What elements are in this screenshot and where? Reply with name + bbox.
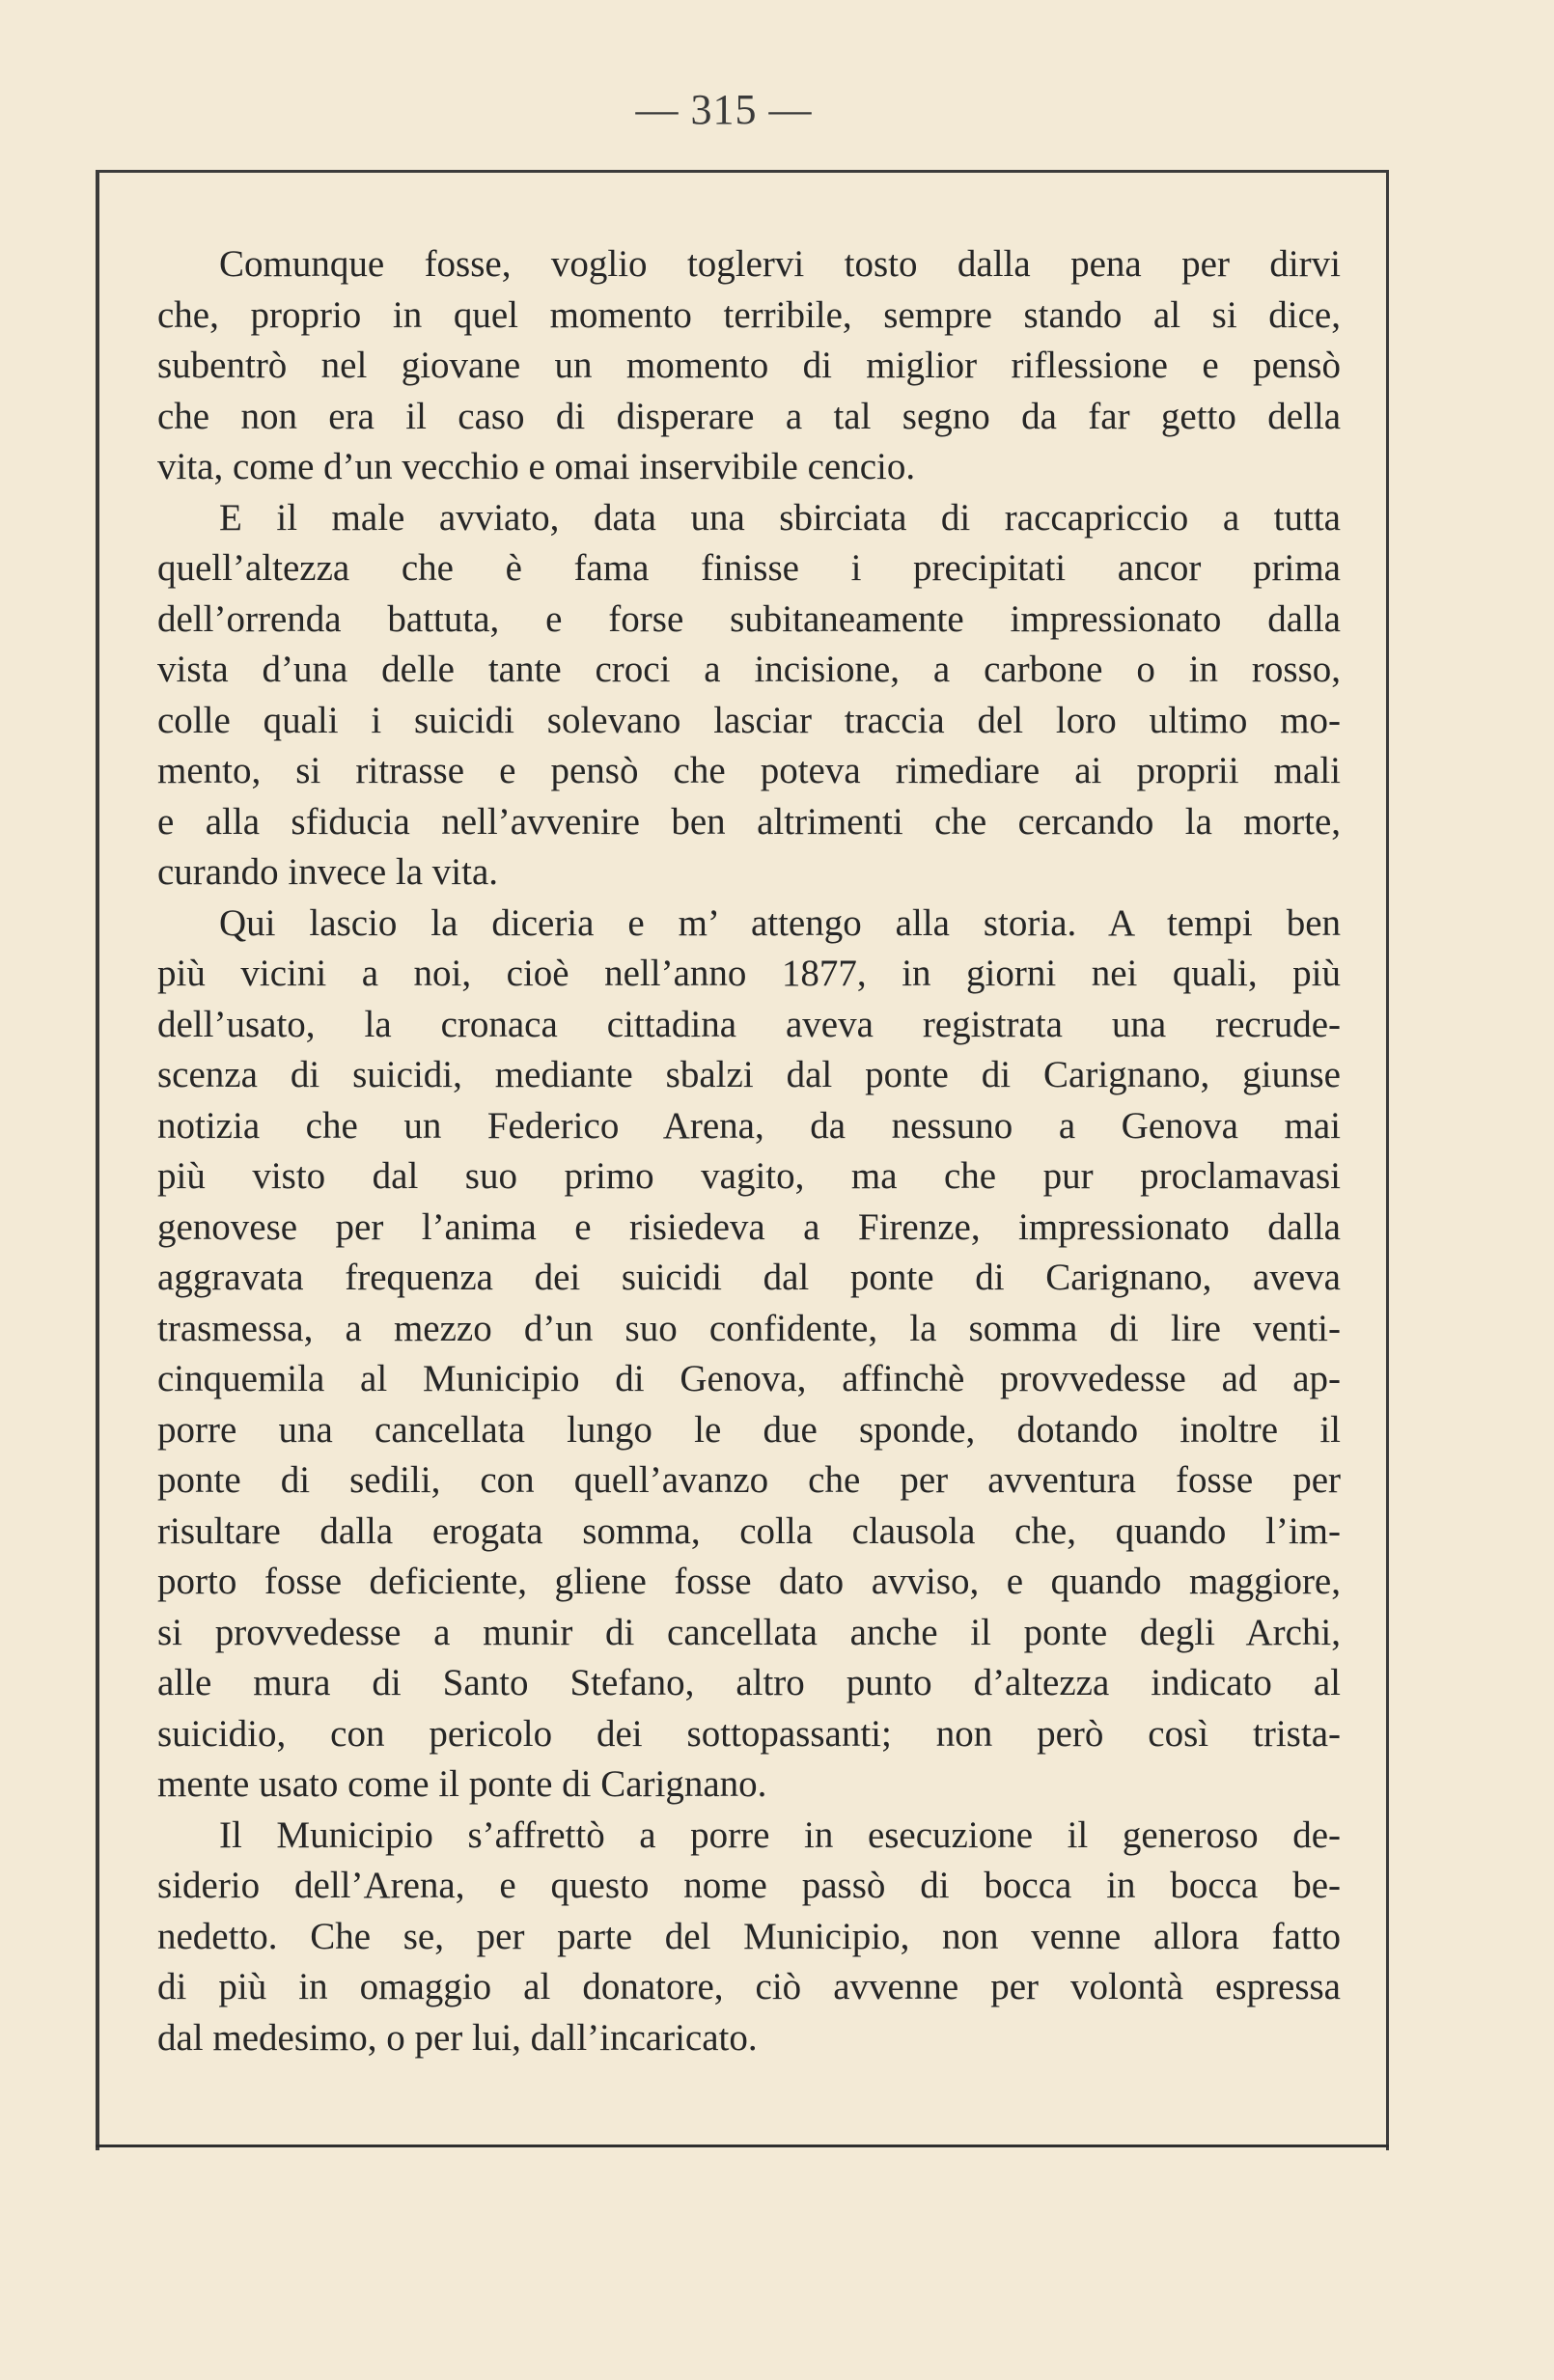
paragraph [157,899,1341,1811]
text-line: e alla sfiducia nell’avvenire ben altrimenti che cercando la morte, [157,800,1341,843]
text-line: dell’orrenda battuta, e forse subitaneamente impressionato dalla [157,597,1341,640]
paragraph [157,239,1341,493]
text-line: ponte di sedili, con quell’avanzo che per avventura fosse per [157,1459,1341,1501]
text-line: vista d’una delle tante croci a incisione, a carbone o in rosso, [157,649,1341,690]
text-line: alle mura di Santo Stefano, altro punto d’altezza indicato al [157,1662,1341,1703]
text-line: curando invece la vita. [157,851,498,893]
text-line: suicidio, con pericolo dei sottopassanti; non però così trista- [157,1712,1341,1755]
text-line: siderio dell’Arena, e questo nome passò di bocca in bocca be- [157,1865,1341,1906]
text-line: aggravata frequenza dei suicidi dal ponte di Carignano, aveva [157,1257,1341,1298]
paragraph [157,493,1341,899]
text-line: di più in omaggio al donatore, ciò avvenne per volontà espressa [157,1966,1341,2007]
text-line: Qui lascio la diceria e m’ attengo alla storia. A tempi ben [219,901,1341,944]
text-line: mente usato come il ponte di Carignano. [157,1763,767,1805]
body-text [157,239,1341,2063]
text-line: porre una cancellata lungo le due sponde, dotando inoltre il [157,1408,1341,1451]
text-line: dal medesimo, o per lui, dall’incaricato. [157,2016,758,2059]
text-line: E il male avviato, data una sbirciata di raccapriccio a tutta [219,496,1341,539]
text-line: quell’altezza che è fama finisse i precipitati ancor prima [157,547,1341,589]
bottom-rule [96,2145,1389,2147]
text-line: scenza di suicidi, mediante sbalzi dal ponte di Carignano, giunse [157,1054,1341,1095]
text-line: risultare dalla erogata somma, colla clausola che, quando l’im- [157,1509,1341,1552]
text-line: trasmessa, a mezzo d’un suo confidente, la somma di lire venti- [157,1307,1341,1349]
paragraph [157,1811,1341,2064]
text-line: più vicini a noi, cioè nell’anno 1877, in giorni nei quali, più [157,953,1341,994]
text-line: Comunque fosse, voglio toglervi tosto dalla pena per dirvi [219,243,1341,285]
text-line: che, proprio in quel momento terribile, sempre stando al si dice, [157,293,1341,336]
text-line: si provvedesse a munir di cancellata anche il ponte degli Archi, [157,1611,1341,1653]
text-line: vita, come d’un vecchio e omai inservibile cencio. [157,446,916,487]
text-line: porto fosse deficiente, gliene fosse dato avviso, e quando maggiore, [157,1561,1341,1602]
page-number: — 315 — [635,86,813,133]
text-line: dell’usato, la cronaca cittadina aveva registrata una recrude- [157,1003,1341,1045]
text-line: subentrò nel giovane un momento di miglior riflessione e pensò [157,345,1341,386]
text-line: notizia che un Federico Arena, da nessuno a Genova mai [157,1104,1341,1147]
text-line: colle quali i suicidi solevano lasciar traccia del loro ultimo mo- [157,699,1341,741]
text-line: genovese per l’anima e risiedeva a Firenze, impressionato dalla [157,1205,1341,1248]
text-line: mento, si ritrasse e pensò che poteva rimediare ai proprii mali [157,750,1341,791]
text-line: più visto dal suo primo vagito, ma che pur proclamavasi [157,1155,1341,1197]
text-line: che non era il caso di disperare a tal segno da far getto della [157,395,1341,437]
text-line: nedetto. Che se, per parte del Municipio, non venne allora fatto [157,1915,1341,1957]
text-line: Il Municipio s’affrettò a porre in esecuzione il generoso de- [219,1813,1341,1856]
text-line: cinquemila al Municipio di Genova, affinchè provvedesse ad ap- [157,1358,1341,1399]
